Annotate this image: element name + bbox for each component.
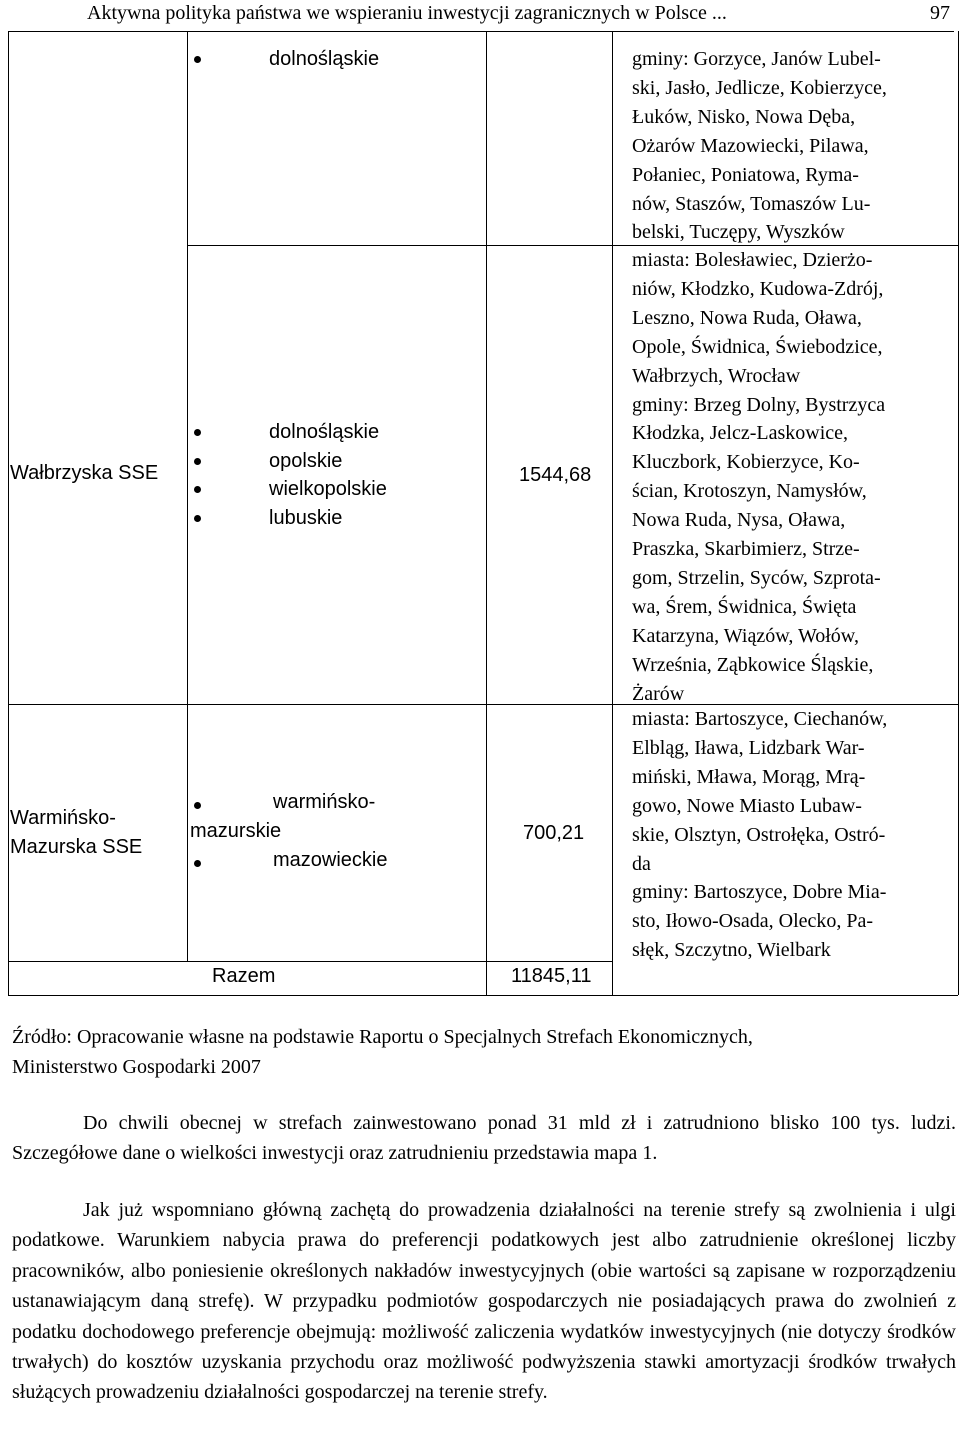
province-item: dolnośląskie [190,418,387,447]
bullet-icon [194,56,201,63]
table-border-col3 [612,31,613,995]
text-line: miński, Mława, Morąg, Mrą- [632,765,866,788]
cities-municipalities-cell [632,246,955,709]
municipalities-cell [632,45,955,247]
bullet-icon [194,802,201,809]
province-item: wielkopolskie [190,475,387,504]
area-value: 1544,68 [519,464,592,486]
text-line: Ożarów Mazowiecki, Pilawa, [632,134,869,157]
province-item: warmińsko- [273,791,376,813]
cities-text [632,705,955,878]
zone-name-warminsko-line2: Mazurska SSE [10,836,143,858]
source-line: Źródło: Opracowanie własne na podstawie Raportu o Specjalnych Strefach Ekonomicznych, [12,1026,753,1048]
text-line: Leszno, Nowa Ruda, Oława, [632,306,862,329]
zone-name-walbrzyska: Wałbrzyska SSE [10,462,159,484]
cities-municipalities-cell [632,705,955,965]
municipalities-text [632,391,955,709]
total-label: Razem [212,965,276,987]
province-item: lubuskie [190,504,387,533]
header-title: Aktywna polityka państwa we wspieraniu inwestycji zagranicznych w Polsce ... [87,2,727,24]
text-line: sto, Iłowo-Osada, Olecko, Pa- [632,910,874,933]
text-line: niów, Kłodzko, Kudowa-Zdrój, [632,277,884,300]
total-value: 11845,11 [511,965,592,987]
text-line: słęk, Szczytno, Wielbark [632,939,831,962]
text-line: Katarzyna, Wiązów, Wołów, [632,624,859,647]
bullet-icon [194,429,201,436]
area-value: 700,21 [523,822,585,844]
text-line: belski, Tuczępy, Wyszków [632,221,845,244]
text-line: nów, Staszów, Tomaszów Lu- [632,192,871,215]
page-number: 97 [930,2,950,24]
province-list [190,418,387,532]
zone-name-warminsko-line1: Warmińsko- [10,807,116,829]
text-line: miasta: Bartoszyce, Ciechanów, [632,708,888,730]
province-item-continued: mazurskie [190,820,282,842]
text-line: Wałbrzych, Wrocław [632,364,801,387]
text-line: Nowa Ruda, Nysa, Oława, [632,509,846,532]
table-border-left [8,31,9,995]
text-line: miasta: Bolesławiec, Dzierżo- [632,249,873,271]
body-paragraph: Do chwili obecnej w strefach zainwestowano ponad 31 mld zł i zatrudniono blisko 100 tys. ludzi. Szczegółowe dane o wielkości inwestycji oraz zatrudnieniu przedstawia mapa 1. [12,1112,956,1165]
table-border-right [958,31,959,995]
text-line: gminy: Brzeg Dolny, Bystrzyca [632,393,886,416]
text-line: Żarów [632,682,685,705]
text-line: da [632,852,651,875]
province-item: opolskie [190,447,387,476]
bullet-icon [194,515,201,522]
page-header [8,0,954,32]
cities-text [632,246,955,391]
source-note [12,1022,956,1082]
text-line: ścian, Krotoszyn, Namysłów, [632,480,867,503]
province-list [190,45,379,74]
municipalities-text [632,878,955,965]
table-border-col1 [187,31,188,961]
text-line: wa, Śrem, Świdnica, Święta [632,595,857,618]
table-border-col2 [486,31,487,995]
text-line: Elbląg, Iława, Lidzbark War- [632,736,865,759]
bullet-icon [194,486,201,493]
source-line: Ministerstwo Gospodarki 2007 [12,1056,261,1078]
text-line: gowo, Nowe Miasto Lubaw- [632,794,862,817]
text-line: gminy: Bartoszyce, Dobre Mia- [632,881,887,904]
text-line: Kluczbork, Kobierzyce, Ko- [632,451,860,474]
row-separator [8,961,612,962]
text-line: Opole, Świdnica, Świebodzice, [632,335,883,358]
text-line: Łuków, Nisko, Nowa Dęba, [632,105,856,128]
text-line: ski, Jasło, Jedlicze, Kobierzyce, [632,76,887,99]
bullet-icon [194,458,201,465]
table-border-bottom [8,995,958,996]
text-line: gminy: Gorzyce, Janów Lubel- [632,48,881,70]
text-line: Praszka, Skarbimierz, Strze- [632,538,860,561]
province-item: dolnośląskie [190,45,379,74]
text-line: Września, Ząbkowice Śląskie, [632,653,874,676]
bullet-icon [194,860,201,867]
text-line: Kłodzka, Jelcz-Laskowice, [632,422,849,445]
text-line: skie, Olsztyn, Ostrołęka, Ostró- [632,823,886,846]
text-line: Połaniec, Poniatowa, Ryma- [632,163,859,186]
municipalities-text [632,45,955,247]
province-item: mazowieckie [273,849,388,871]
body-paragraph: Jak już wspomniano główną zachętą do prowadzenia działalności na terenie strefy są zwolnienia i ulgi podatkowe. Warunkiem nabycia prawa do preferencji podatkowych jest albo zatrudnienie określonej liczby pracowników, albo poniesienie określonych nakładów inwestycyjnych (obie wartości są zapisane w rozporządzeniu ustanawiającym daną strefę). W przypadku podmiotów gospodarczych nie posiadających prawa do zwolnień z podatku dochodowego preferencje obejmują: możliwość zaliczenia wydatków inwestycyjnych (nie dotyczy środków trwałych) do kosztów uzyskania przychodu oraz możliwość podwyższenia stawki amortyzacji środków trwałych służących prowadzeniu działalności gospodarczej na terenie strefy. [12,1199,956,1404]
text-line: gom, Strzelin, Syców, Szprota- [632,566,881,589]
